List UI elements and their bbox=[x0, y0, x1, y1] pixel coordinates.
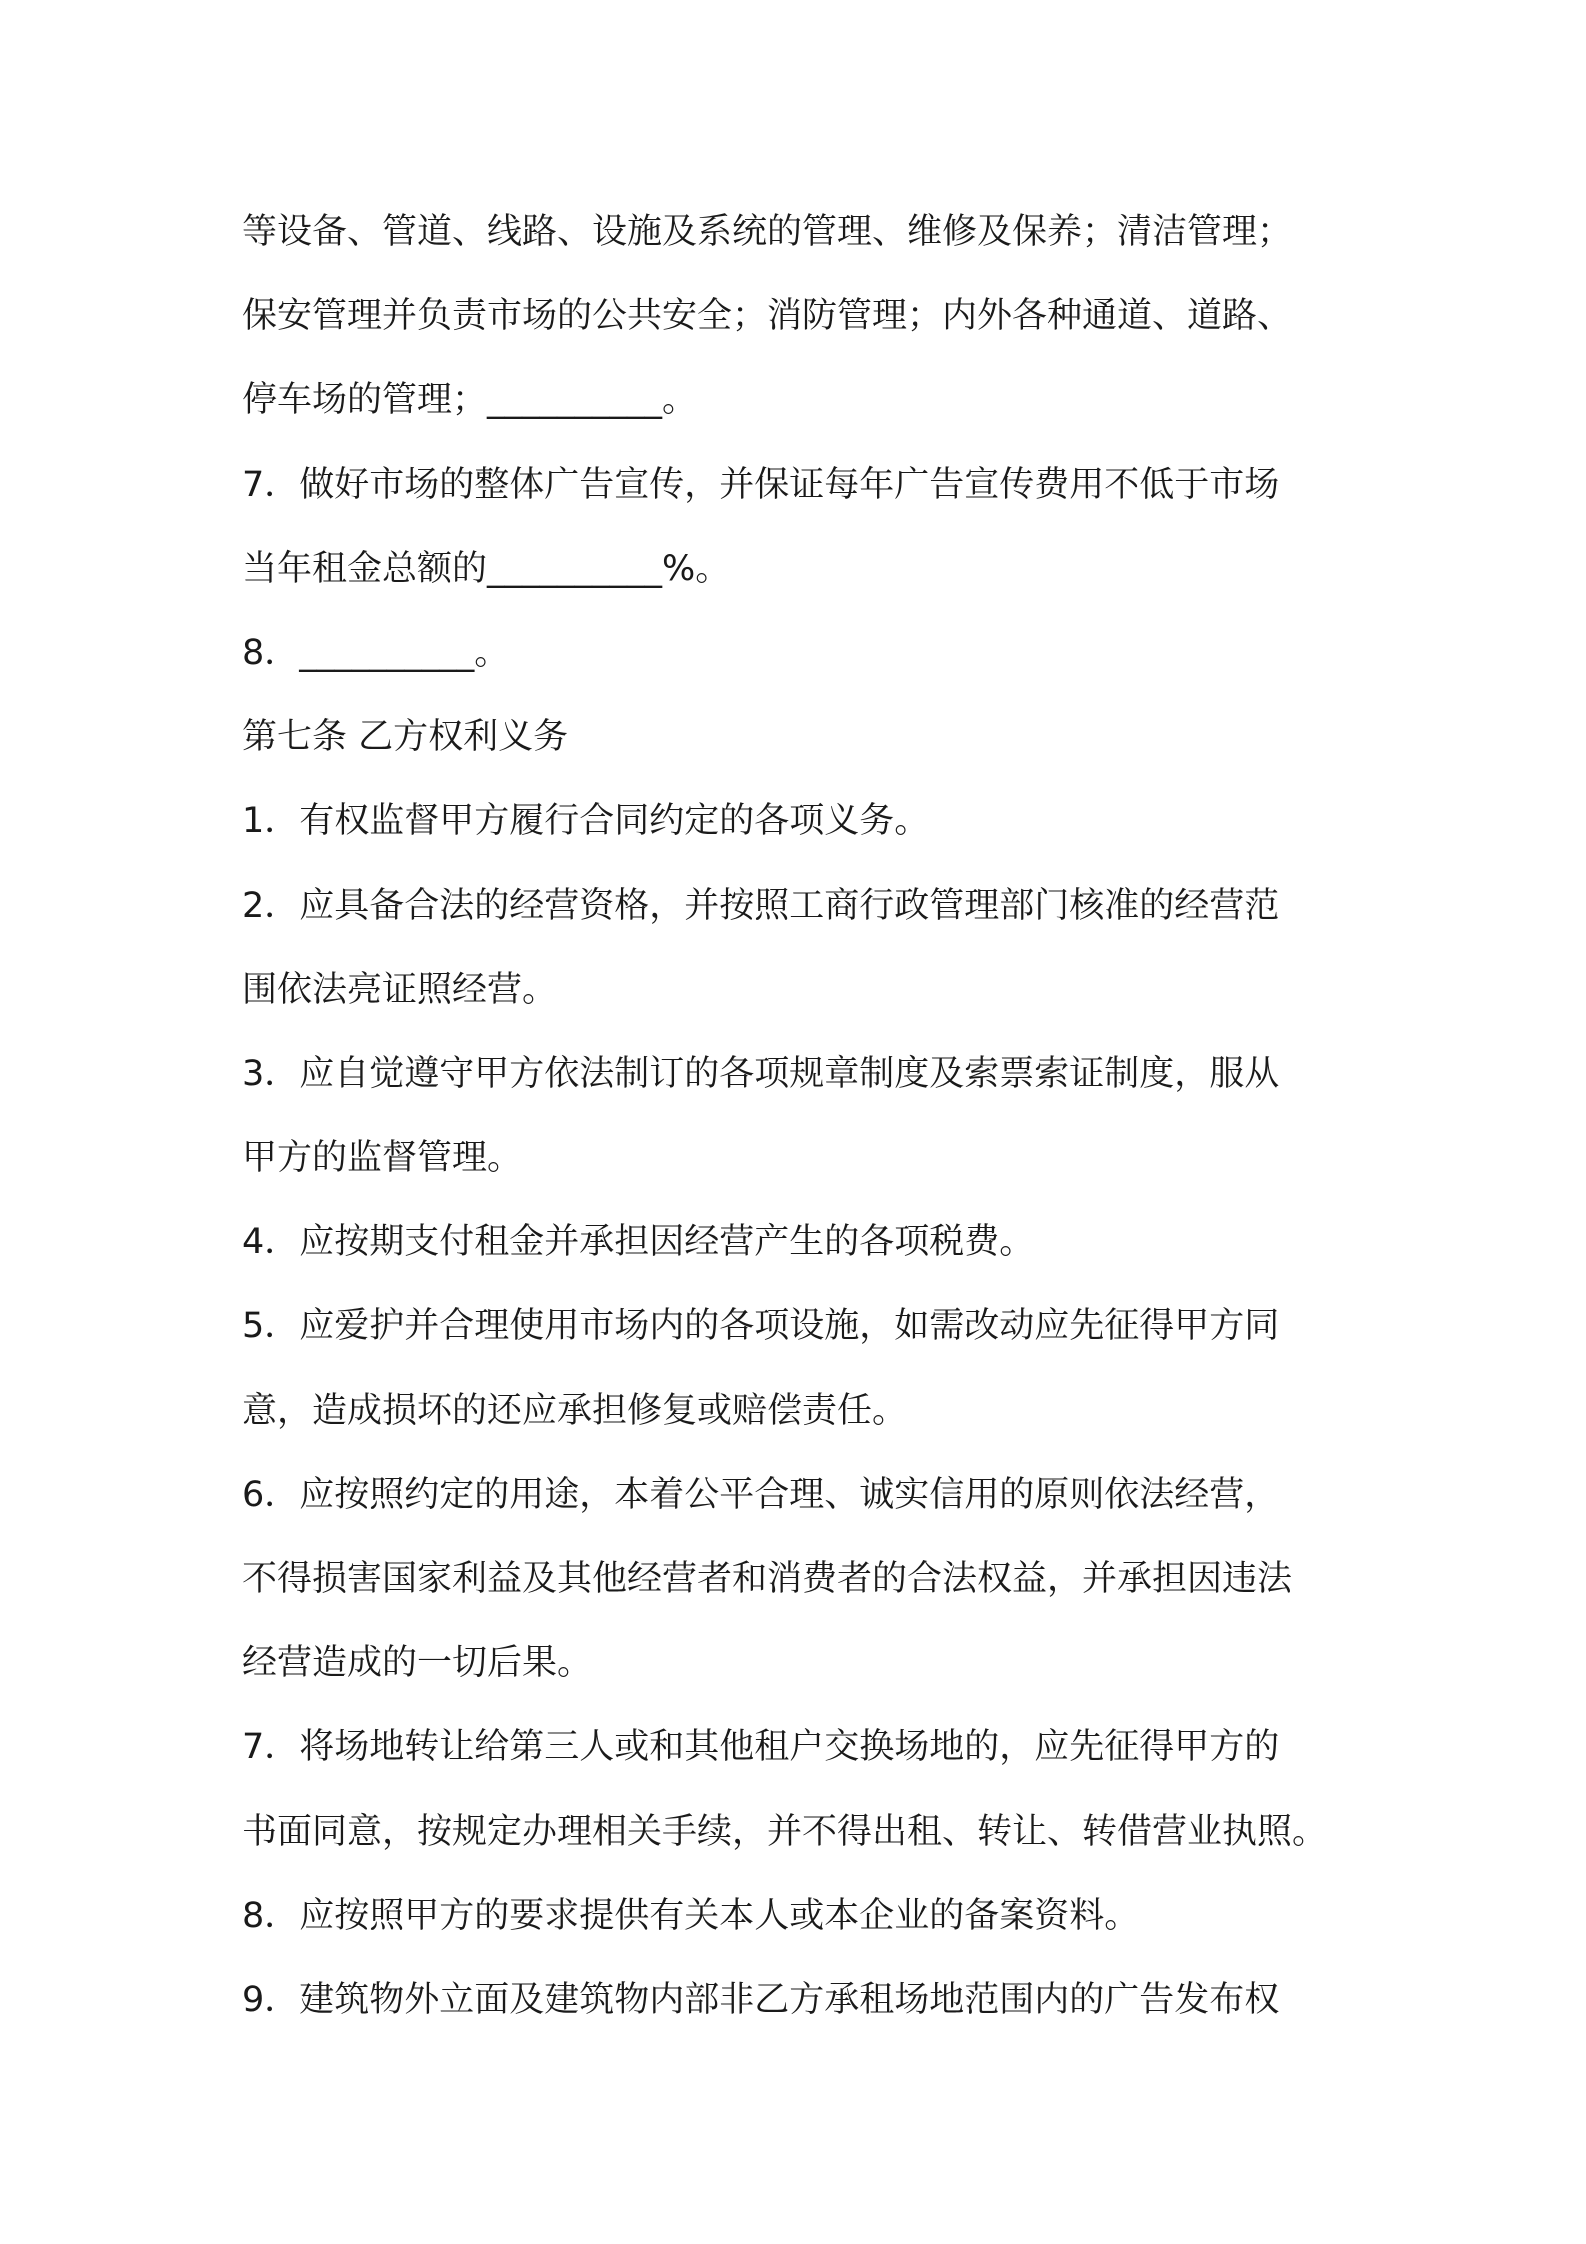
text-line: 不得损害国家利益及其他经营者和消费者的合法权益，并承担因违法 bbox=[242, 1559, 1293, 1599]
text-line: 书面同意，按规定办理相关手续，并不得出租、转让、转借营业执照。 bbox=[242, 1811, 1328, 1852]
text-line: 7．做好市场的整体广告宣传，并保证每年广告宣传费用不低于市场 bbox=[242, 464, 1280, 505]
text-line: 经营造成的一切后果。 bbox=[242, 1643, 593, 1684]
text-line: 8．应按照甲方的要求提供有关本人或本企业的备案资料。 bbox=[242, 1895, 1140, 1936]
text-line: 5．应爱护并合理使用市场内的各项设施，如需改动应先征得甲方同 bbox=[242, 1306, 1280, 1347]
text-line: 等设备、管道、线路、设施及系统的管理、维修及保养；清洁管理； bbox=[242, 212, 1293, 252]
text-line: 2．应具备合法的经营资格，并按照工商行政管理部门核准的经营范 bbox=[242, 885, 1280, 926]
text-line: 8．__________。 bbox=[242, 632, 510, 673]
text-line: 意，造成损坏的还应承担修复或赔偿责任。 bbox=[242, 1390, 908, 1431]
text-line: 4．应按期支付租金并承担因经营产生的各项税费。 bbox=[242, 1222, 1035, 1263]
section-heading: 第七条 乙方权利义务 bbox=[242, 717, 569, 758]
text-line: 当年租金总额的__________%。 bbox=[242, 548, 731, 589]
text-line: 甲方的监督管理。 bbox=[242, 1138, 523, 1179]
text-line: 1．有权监督甲方履行合同约定的各项义务。 bbox=[242, 801, 930, 842]
text-line: 围依法亮证照经营。 bbox=[242, 969, 558, 1010]
text-line: 停车场的管理；__________。 bbox=[242, 380, 698, 421]
text-line: 7．将场地转让给第三人或和其他租户交换场地的，应先征得甲方的 bbox=[242, 1727, 1280, 1768]
text-line: 9．建筑物外立面及建筑物内部非乙方承租场地范围内的广告发布权 bbox=[242, 1979, 1280, 2020]
text-line: 6．应按照约定的用途，本着公平合理、诚实信用的原则依法经营， bbox=[242, 1474, 1280, 1515]
text-line: 保安管理并负责市场的公共安全；消防管理；内外各种通道、道路、 bbox=[242, 296, 1293, 337]
text-line: 3．应自觉遵守甲方依法制订的各项规章制度及索票索证制度，服从 bbox=[242, 1053, 1280, 1094]
contract-text bbox=[242, 190, 1362, 2042]
